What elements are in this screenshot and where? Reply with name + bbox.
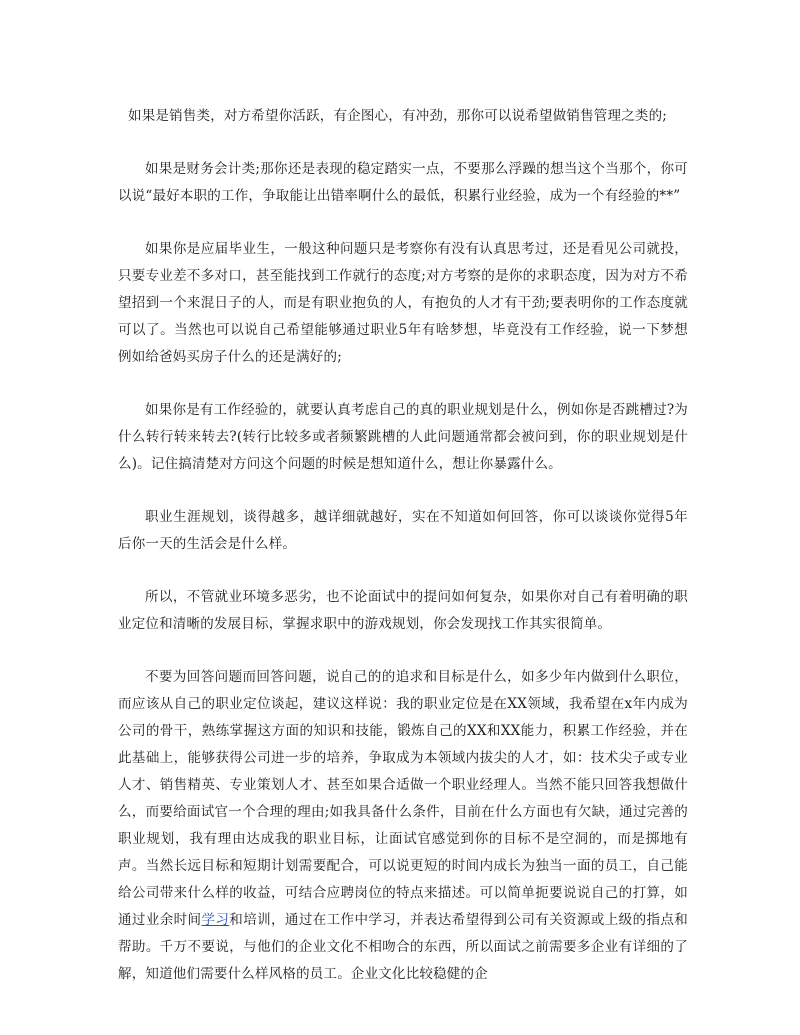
paragraph-text-before-link: 不要为回答问题而回答问题，说自己的的追求和目标是什么，如多少年内做到什么职位，而应该从自己的职业定位谈起，建议这样说：我的职业定位是在XX领域，我希望在x年内成为公司的骨干，熟练掌握这方面的知识和技能，锻炼自己的XX和XX能力，积累工作经验，并在此基础上，能够获得公司进一步的培养，争取成为本领域内拔尖的人才，如：技术尖子或专业人才、销售精英、专业策划人才、甚至如果合适做一个职业经理人。当然不能只回答我想做什么，而要给面试官一个合理的理由;如我具备什么条件，目前在什么方面也有欠缺，通过完善的职业规划，我有理由达成我的职业目标，让面试官感觉到你的目标不是空洞的，而是掷地有声。当然长远目标和短期计划需要配合，可以说更短的时间内成长为独当一面的员工，自己能给公司带来什么样的收益，可结合应聘岗位的特点来描述。可以简单扼要说说自己的打算，如通过业余时间	[118, 669, 688, 928]
paragraph-career-planning: 职业生涯规划，谈得越多，越详细就越好，实在不知道如何回答，你可以谈谈你觉得5年后你一天的生活会是什么样。	[118, 509, 688, 552]
paragraph-sales: 如果是销售类，对方希望你活跃，有企图心，有冲劲，那你可以说希望做销售管理之类的;	[128, 108, 668, 124]
paragraph-text-after-link: 和培训，通过在工作中学习，并表达希望得到公司有关资源或上级的指点和帮助。千万不要说，与他们的企业文化不相吻合的东西，所以面试之前需要多企业有详细的了解，知道他们需要什么样风格的员工。企业文化比较稳健的企	[118, 912, 689, 982]
document-body	[118, 103, 688, 988]
study-link[interactable]: 学习	[201, 912, 230, 928]
paragraph-graduate: 如果你是应届毕业生，一般这种问题只是考察你有没有认真思考过，还是看见公司就投，只要专业差不多对口，甚至能找到工作就行的态度;对方考察的是你的求职态度，因为对方不希望招到一个来混日子的人，而是有职业抱负的人，有抱负的人才有干劲;要表明你的工作态度就可以了。当然也可以说自己希望能够通过职业5年有啥梦想，毕竟没有工作经验，说一下梦想例如给爸妈买房子什么的还是满好的;	[118, 241, 688, 365]
paragraph-conclusion: 所以，不管就业环境多恶劣，也不论面试中的提问如何复杂，如果你对自己有着明确的职业定位和清晰的发展目标，掌握求职中的游戏规划，你会发现找工作其实很简单。	[118, 589, 688, 632]
paragraph-experienced: 如果你是有工作经验的，就要认真考虑自己的真的职业规划是什么，例如你是否跳槽过?为什么转行转来转去?(转行比较多或者频繁跳槽的人此问题通常都会被问到，你的职业规划是什么)。记住搞清楚对方问这个问题的时候是想知道什么，想让你暴露什么。	[118, 402, 688, 472]
paragraph-finance: 如果是财务会计类;那你还是表现的稳定踏实一点，不要那么浮躁的想当这个当那个，你可以说“最好本职的工作，争取能让出错率啊什么的最低，积累行业经验，成为一个有经验的**”	[118, 161, 688, 204]
paragraph-answer-advice	[118, 664, 688, 988]
